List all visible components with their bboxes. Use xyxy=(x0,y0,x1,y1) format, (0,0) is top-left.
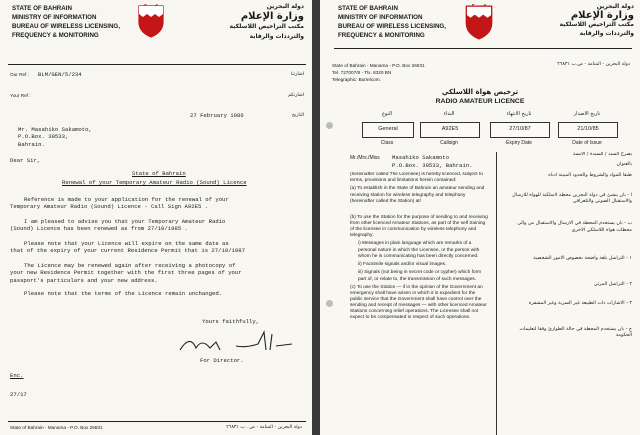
radio-licence-page xyxy=(320,0,640,435)
footer-address: State of Bahrain - Manama - P.O. Box 26831 xyxy=(10,425,103,430)
header-line: MINISTRY OF INFORMATION xyxy=(12,14,97,21)
signature-for-director: For Director. xyxy=(200,357,244,364)
header-line-ar: وزارة الإعلام xyxy=(570,10,634,21)
paragraph-line: that of the expiry of your current Residence Permit that is 27/10/1987 xyxy=(10,247,245,255)
subject-renewal: Renewal of your Temporary Amateur Radio (Sound) Licence xyxy=(62,179,247,186)
paragraph-line: (Sound) Licence has been renewed as from 27/10/1985 . xyxy=(10,225,188,233)
footer-address-arabic: دولة البحرين - المنامة - ص . ب ٢٦٨٣١ xyxy=(226,425,302,430)
licence-intro: (hereinafter called The Licensee) is hereby licenced, subject to terms, provisions and limitations herein contained: xyxy=(350,172,483,184)
paragraph-terms: Please note that the terms of the Licence remain unchanged. xyxy=(24,290,223,297)
arabic-clause: ج - بان يستخدم المحطة في حالة الطوارئ وفقا لتعليمات الحكومة xyxy=(519,326,632,339)
arabic-clause: ا - بان ينشئ في دولة البحرين محطة لاسلكية للهواة للارسال والاستقبال الصوتي والتلغرافي xyxy=(512,192,632,205)
class-label-arabic: النوع xyxy=(382,111,392,117)
our-ref-value: BLM/GEN/5/234 xyxy=(38,71,82,78)
licensee-name: Masahiko Sakamoto xyxy=(392,154,450,161)
expiry-label-arabic: تاريخ الانتهاء xyxy=(506,111,532,117)
header-line-ar: والترددات والرقابة xyxy=(579,30,634,37)
paragraph-line: Temporary Amateur Radio (Sound) Licence - Call Sign A92E5 . xyxy=(10,203,209,211)
address-line: Tel. 727007/8 - Tlx. 8320 BN xyxy=(332,70,392,75)
header-divider xyxy=(334,48,632,49)
arabic-clause: ٣ - الاشارات ذات الطبيعة غير السرية وغير المشفرة xyxy=(528,300,632,306)
letter-header-english xyxy=(12,4,120,40)
header-line: STATE OF BAHRAIN xyxy=(338,5,398,12)
licensee-address: P.O.Box. 30533, Bahrain. xyxy=(392,162,473,169)
paragraph-line: Please note that your Licence will expire on the same date as xyxy=(24,240,229,247)
header-line: MINISTRY OF INFORMATION xyxy=(338,14,423,21)
header-line: BUREAU OF WIRELESS LICENSING, xyxy=(12,23,120,30)
date-arabic: التاريخ xyxy=(291,113,304,118)
licence-clause: (c) To use the Station — if in the opinion of the Government an emergency shall have arisen in which it is expedient for the public service that the Government shall have control over the sending and receipt of messages — with other licenced Amateur Stations concerning relief operations. The Licensee shall not expect to be compensated in respect of such operations. xyxy=(350,284,487,321)
paragraph-expiry xyxy=(10,240,245,255)
header-line-ar: دولة البحرين xyxy=(596,3,634,10)
licence-title: RADIO AMATEUR LICENCE xyxy=(435,98,525,105)
our-ref-label: Our Ref : xyxy=(10,72,30,77)
punch-hole xyxy=(326,122,333,129)
licence-terms-english xyxy=(350,172,488,434)
page-gutter xyxy=(312,0,320,435)
callsign-value: A92E5 xyxy=(420,122,480,138)
letter-date: 27 February 1986 xyxy=(190,112,244,119)
paragraph-reference xyxy=(10,196,229,211)
subject-state: State of Bahrain xyxy=(132,170,186,177)
arabic-clause: ٢ - التراسل المرئي xyxy=(593,282,632,288)
your-ref-arabic: اشارتكم xyxy=(288,93,304,98)
arabic-clause: يصرح السيد / السيدة / الانسة xyxy=(573,152,632,157)
licence-title-arabic: ترخيص هواة اللاسلكي xyxy=(441,88,519,96)
header-line: BUREAU OF WIRELESS LICENSING, xyxy=(338,23,446,30)
licence-header-arabic xyxy=(560,2,634,38)
address-arabic: دولة البحرين - المنامة - ص.ب ٢٦٨٣١ xyxy=(557,62,630,67)
paragraph-line: your new Residence Permit together with the first three pages of your xyxy=(10,269,242,277)
recipient-line: Bahrain. xyxy=(18,140,45,148)
letter-header-arabic xyxy=(230,2,304,42)
expiry-date-label: Expiry Date xyxy=(506,140,532,146)
class-value: General xyxy=(362,122,414,138)
header-line-ar: مكتب التراخيص اللاسلكية xyxy=(229,23,304,30)
closing: Yours faithfully, xyxy=(202,318,260,325)
licence-clause: (b) To use the Station for the purpose of sending to and receiving from other licenced Amateur Stations, as part of the self training of the licensee in communication by wireless telephony and telegraphy: xyxy=(350,214,488,239)
class-label: Class xyxy=(380,140,394,146)
paragraph-renewed xyxy=(10,218,226,233)
callsign-label-arabic: النداء xyxy=(443,111,455,117)
bahrain-emblem-icon xyxy=(135,4,167,38)
licence-clause: ii) Facsimile signals and/or visual images. xyxy=(358,262,447,268)
our-ref-arabic: اشارتنا xyxy=(290,72,304,77)
licence-terms-arabic xyxy=(504,152,632,434)
licence-clause: (a) To establish in the State of Bahrain an amateur sending and receiving station for wireless telegraphy and telephony (hereinafter called the Station) at/ xyxy=(350,186,485,204)
issue-label-arabic: تاريخ الاصدار xyxy=(573,111,601,117)
licence-header-english xyxy=(338,4,446,40)
licensee-prefix: Mr./Mrs./Miss xyxy=(350,155,380,161)
paragraph-line: I am pleased to advise you that your Temporary Amateur Radio xyxy=(24,218,226,225)
address-line: State of Bahrain - Manama - P.O. Box 26831 xyxy=(332,63,425,68)
licence-clause: i) Messages in plain language which are remarks of a personal nature in which the Licensee, or the person with whom he is communicating has been directly concerned. xyxy=(358,241,480,259)
licence-clause: iii) Signals (not being in secret code or cypher) which form part of, or relate to, the transmission of such messages. xyxy=(358,270,482,282)
header-line: FREQUENCY & MONITORING xyxy=(12,32,99,39)
header-line-ar: والترددات والرقابة xyxy=(249,33,304,40)
header-line-ar: مكتب التراخيص اللاسلكية xyxy=(559,21,634,28)
your-ref-label: Your Ref : xyxy=(10,93,31,98)
recipient-line: P.O.Box. 30533, xyxy=(18,133,69,141)
column-divider xyxy=(496,152,497,435)
enclosure-label: Enc. xyxy=(10,372,24,379)
arabic-clause: ١ - التراسل بلغة واضحة بخصوص الامور الشخصية xyxy=(533,256,632,262)
footer-code: 27/17 xyxy=(10,391,27,398)
header-line-ar: دولة البحرين xyxy=(266,3,304,10)
recipient-line: Mr. Masahiko Sakamoto, xyxy=(18,126,92,133)
address-line: Telegraphic: Burtelcom. xyxy=(332,77,381,82)
footer-divider xyxy=(8,421,306,422)
arabic-clause: بالعنوان xyxy=(616,162,632,168)
signature xyxy=(176,328,296,356)
issue-date-label: Date of Issue xyxy=(572,140,602,146)
salutation: Dear Sir, xyxy=(10,157,41,164)
arabic-clause: ب - بان يستخدم المحطة في الارسال والاستقبال من والى محطات هواة اللاسلكي الاخرى xyxy=(517,221,632,233)
arabic-clause: طبقا للمواد والشروط والحدود المبينة ادناه xyxy=(548,172,632,178)
paragraph-line: Reference is made to your application for the renewal of your xyxy=(24,196,229,203)
paragraph-renew-again xyxy=(10,262,242,284)
paragraph-line: passport's particulars and your new address. xyxy=(10,276,158,284)
renewal-letter-page xyxy=(0,0,312,435)
header-line: STATE OF BAHRAIN xyxy=(12,5,72,12)
callsign-label: Callsign xyxy=(440,140,458,146)
recipient-address xyxy=(18,126,92,148)
header-line-ar: وزارة الإعلام xyxy=(240,11,304,22)
punch-hole xyxy=(326,300,333,307)
issue-date-value: 21/10/85 xyxy=(558,122,618,138)
expiry-date-value: 27/10/87 xyxy=(490,122,550,138)
licence-address-block xyxy=(332,62,425,83)
paragraph-line: The Licence may be renewed again after receiving a photocopy of xyxy=(24,262,236,269)
bahrain-emblem-icon xyxy=(462,4,496,40)
header-divider xyxy=(8,64,306,65)
header-line: FREQUENCY & MONITORING xyxy=(338,32,425,39)
